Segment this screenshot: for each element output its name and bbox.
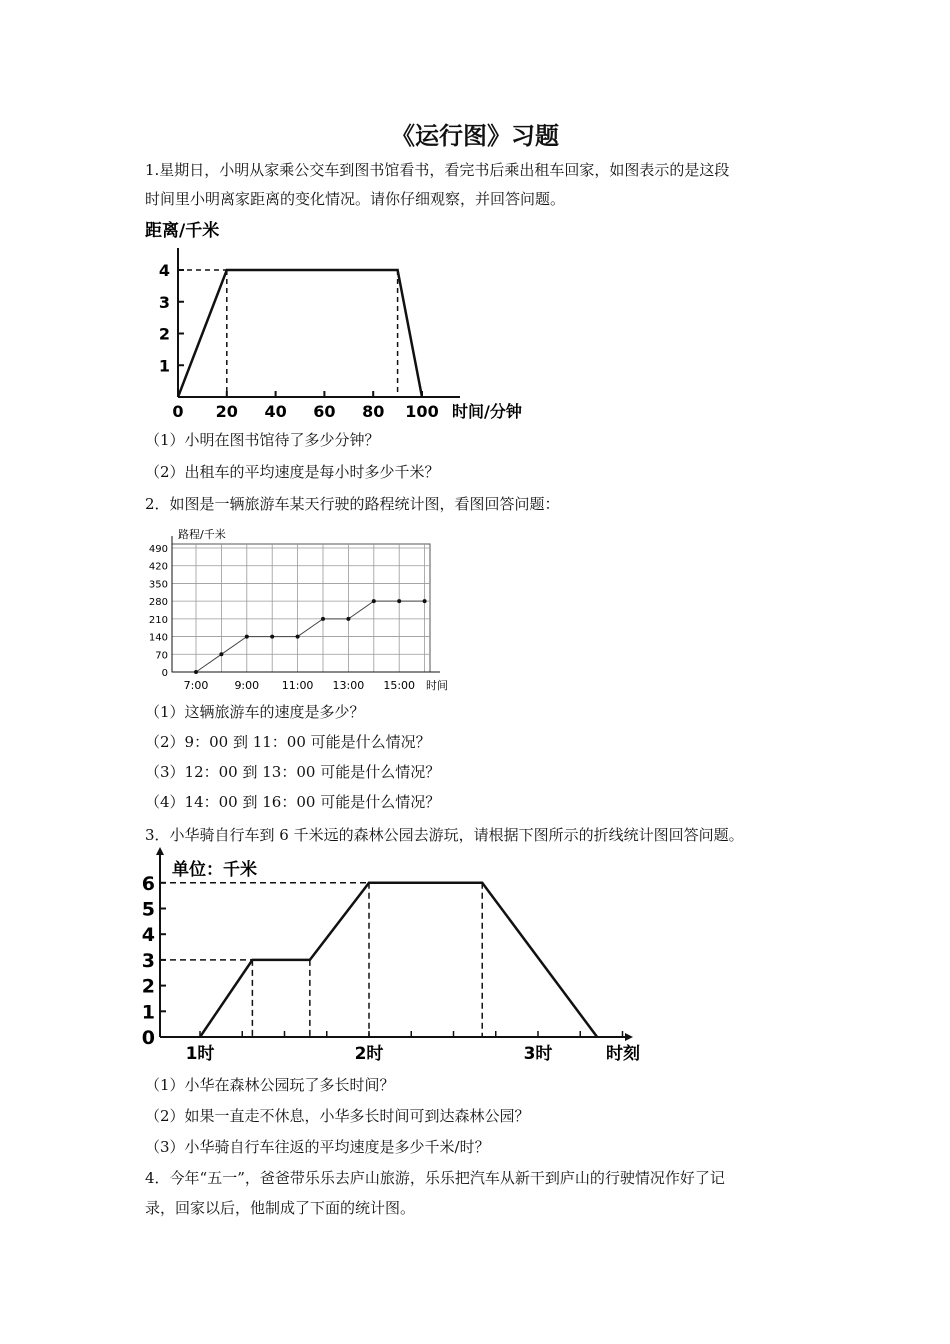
q3-sub2: （2）如果一直走不休息，小华多长时间可到达森林公园？ <box>145 1107 530 1125</box>
page-title: 《运行图》习题 <box>391 122 559 150</box>
y-axis-label: 距离/千米 <box>145 221 220 241</box>
y-tick-label: 3 <box>158 292 170 312</box>
y-tick-label: 0 <box>161 668 168 679</box>
q1-text-line2: 时间里小明离家距离的变化情况。请你仔细观察，并回答问题。 <box>145 190 566 208</box>
y-tick-label: 1 <box>141 1001 155 1024</box>
q2-text-line1: 2．如图是一辆旅游车某天行驶的路程统计图，看图回答问题： <box>145 495 560 513</box>
series-line <box>200 883 597 1037</box>
x-tick-label: 0 <box>172 402 184 421</box>
y-tick-label: 2 <box>158 324 170 344</box>
x-tick-label: 20 <box>215 402 238 421</box>
x-tick-label: 1时 <box>185 1044 215 1064</box>
q4-text-line1: 4．今年“五一”，爸爸带乐乐去庐山旅游，乐乐把汽车从新干到庐山的行驶情况作好了记 <box>145 1169 725 1187</box>
x-axis-arrow <box>625 1033 633 1041</box>
y-tick-label: 350 <box>148 579 168 591</box>
y-axis-arrow <box>156 847 164 855</box>
y-tick-label: 5 <box>141 898 155 921</box>
y-tick-label: 70 <box>155 650 168 662</box>
q2-sub2: （2）9：00 到 11：00 可能是什么情况？ <box>145 733 431 751</box>
y-tick-label: 210 <box>148 614 168 626</box>
x-tick-label: 13:00 <box>332 679 365 692</box>
q1-text-line1: 1.星期日，小明从家乘公交车到图书馆看书，看完书后乘出租车回家，如图表示的是这段 <box>145 161 730 179</box>
y-tick-label: 4 <box>158 261 170 280</box>
y-tick-label: 0 <box>141 1027 155 1049</box>
x-tick-label: 9:00 <box>234 679 260 692</box>
x-axis-label: 时间 <box>426 679 448 692</box>
x-tick-label: 60 <box>313 402 336 421</box>
y-tick-label: 3 <box>141 949 155 972</box>
y-axis-label: 单位：千米 <box>172 860 257 880</box>
y-tick-label: 2 <box>141 975 155 998</box>
q2-sub4: （4）14：00 到 16：00 可能是什么情况？ <box>145 793 441 811</box>
q3-sub1: （1）小华在森林公园玩了多长时间？ <box>145 1076 395 1094</box>
q1-sub1: （1）小明在图书馆待了多少分钟？ <box>145 431 380 449</box>
q1-sub2: （2）出租车的平均速度是每小时多少千米？ <box>145 463 440 481</box>
y-tick-label: 140 <box>148 632 168 644</box>
q3-text-line1: 3．小华骑自行车到 6 千米远的森林公园去游玩，请根据下图所示的折线统计图回答问题。 <box>145 826 744 844</box>
x-tick-label: 2时 <box>354 1044 384 1064</box>
x-tick-label: 100 <box>405 402 439 421</box>
x-tick-label: 40 <box>264 402 287 421</box>
q2-sub1: （1）这辆旅游车的速度是多少？ <box>145 703 365 721</box>
x-axis-label: 时间/分钟 <box>452 402 522 421</box>
q3-sub3: （3）小华骑自行车往返的平均速度是多少千米/时？ <box>145 1138 490 1156</box>
x-axis-label: 时刻 <box>606 1044 640 1064</box>
y-tick-label: 490 <box>148 544 168 555</box>
y-tick-label: 4 <box>141 924 155 947</box>
y-tick-label: 280 <box>148 597 168 609</box>
x-tick-label: 80 <box>362 402 385 421</box>
q4-text-line2: 录，回家以后，他制成了下面的统计图。 <box>145 1199 416 1217</box>
x-tick-label: 11:00 <box>281 679 314 692</box>
x-tick-label: 15:00 <box>383 679 416 692</box>
x-tick-label: 7:00 <box>183 679 209 692</box>
y-tick-label: 6 <box>141 872 155 895</box>
y-tick-label: 1 <box>158 356 170 376</box>
x-tick-label: 3时 <box>523 1044 553 1064</box>
q2-sub3: （3）12：00 到 13：00 可能是什么情况？ <box>145 763 441 781</box>
y-axis-label: 路程/千米 <box>178 528 226 541</box>
y-tick-label: 420 <box>148 561 168 573</box>
